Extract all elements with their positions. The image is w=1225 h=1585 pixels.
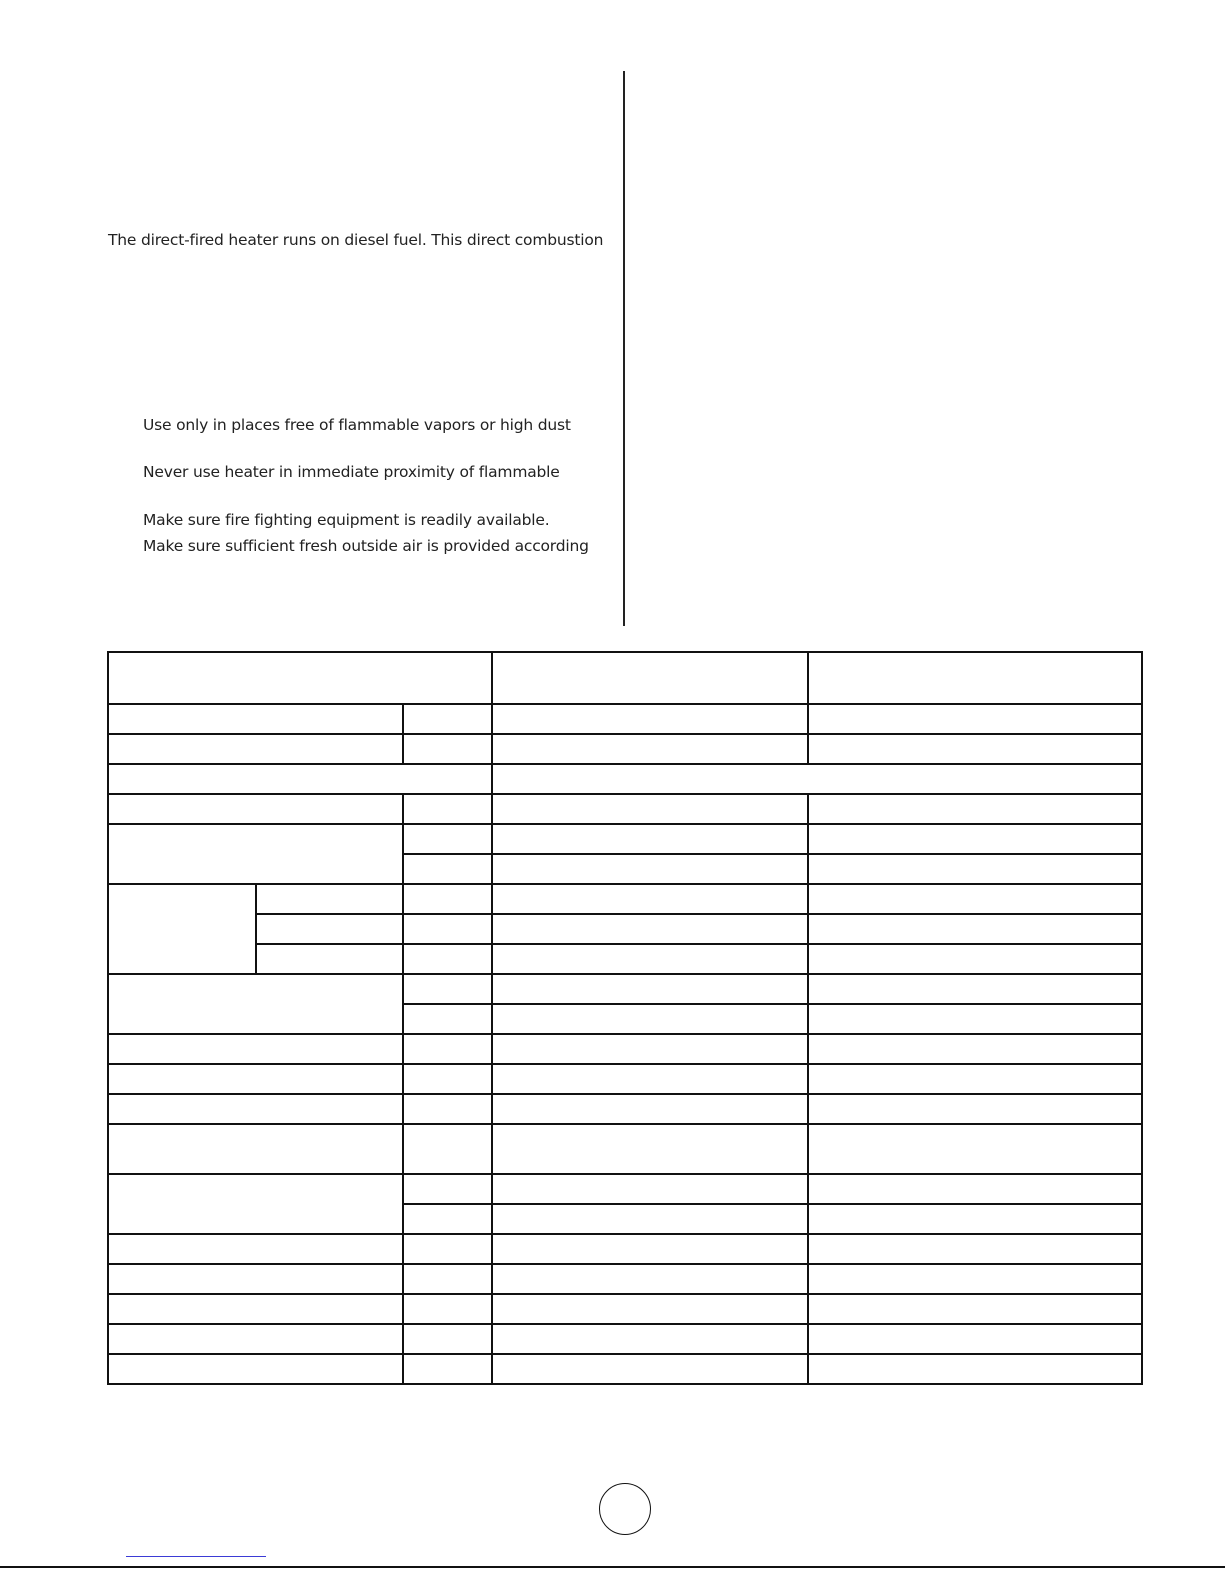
table-cell [492, 944, 808, 974]
table-cell [403, 1324, 492, 1354]
table-cell [403, 1004, 492, 1034]
table-row [108, 914, 1142, 944]
table-row [108, 704, 1142, 734]
table-cell [108, 1094, 403, 1124]
table-row [108, 1264, 1142, 1294]
table-cell [808, 1124, 1142, 1174]
table-cell [403, 884, 492, 914]
table-row [108, 764, 1142, 794]
table-cell [808, 1234, 1142, 1264]
table-cell [808, 1204, 1142, 1234]
table-cell [492, 794, 808, 824]
table-cell [256, 944, 403, 974]
table-cell [808, 854, 1142, 884]
safety-item-1: Use only in places free of flammable vapors or high dust [143, 416, 571, 434]
table-cell [492, 1294, 808, 1324]
table-cell [108, 764, 492, 794]
table-cell [108, 1034, 403, 1064]
table-cell [492, 1354, 808, 1384]
table-cell [808, 1174, 1142, 1204]
table-row [108, 1234, 1142, 1264]
table-cell [403, 854, 492, 884]
table-cell [492, 1034, 808, 1064]
table-cell [808, 1264, 1142, 1294]
table-cell [108, 1234, 403, 1264]
table-cell [492, 1174, 808, 1204]
table-cell [808, 734, 1142, 764]
table-cell [403, 1234, 492, 1264]
table-row [108, 824, 1142, 854]
safety-item-3: Make sure fire fighting equipment is readily available. [143, 511, 550, 529]
table-cell [403, 704, 492, 734]
table-cell [808, 1354, 1142, 1384]
table-cell [108, 1324, 403, 1354]
specifications-table [107, 651, 1143, 1385]
table-row [108, 1034, 1142, 1064]
table-cell [108, 1264, 403, 1294]
table-cell [108, 824, 403, 884]
table-cell [808, 1094, 1142, 1124]
table-row [108, 944, 1142, 974]
table-cell [108, 974, 403, 1034]
table-cell [492, 1064, 808, 1094]
table-cell [808, 944, 1142, 974]
table-cell [808, 1034, 1142, 1064]
table-row [108, 794, 1142, 824]
table-cell [256, 914, 403, 944]
table-cell [108, 1294, 403, 1324]
table-row [108, 974, 1142, 1004]
table-cell [403, 734, 492, 764]
table-cell [108, 704, 403, 734]
table-cell [492, 1004, 808, 1034]
table-cell [808, 652, 1142, 704]
table-cell [492, 824, 808, 854]
table-cell [403, 1174, 492, 1204]
table-cell [403, 794, 492, 824]
table-row [108, 1174, 1142, 1204]
table-cell [403, 1354, 492, 1384]
table-row [108, 1094, 1142, 1124]
table-cell [492, 854, 808, 884]
table-cell [492, 974, 808, 1004]
table-cell [108, 652, 492, 704]
table-cell [403, 974, 492, 1004]
table-cell [403, 1094, 492, 1124]
table-row [108, 1324, 1142, 1354]
table-cell [403, 1264, 492, 1294]
table-row [108, 1124, 1142, 1174]
table-cell [108, 1354, 403, 1384]
table-cell [492, 704, 808, 734]
table-cell [108, 1174, 403, 1234]
table-cell [403, 1124, 492, 1174]
table-cell [403, 1294, 492, 1324]
table-header-row [108, 652, 1142, 704]
table-row [108, 1064, 1142, 1094]
table-cell [808, 794, 1142, 824]
table-cell [492, 884, 808, 914]
table-cell [403, 1064, 492, 1094]
table-cell [808, 824, 1142, 854]
table-cell [492, 1234, 808, 1264]
table-cell [492, 1204, 808, 1234]
table-row [108, 884, 1142, 914]
table-cell [492, 1094, 808, 1124]
table-cell [808, 1294, 1142, 1324]
table-cell [108, 1064, 403, 1094]
table-row [108, 1294, 1142, 1324]
column-divider [623, 71, 625, 626]
table-cell [808, 1324, 1142, 1354]
intro-paragraph: The direct-fired heater runs on diesel fuel. This direct combustion [108, 231, 604, 249]
table-cell [492, 764, 1142, 794]
page-number-circle [599, 1483, 651, 1535]
footer-rule [0, 1566, 1225, 1568]
table-row [108, 1354, 1142, 1384]
table-cell [108, 734, 403, 764]
table-cell [492, 1124, 808, 1174]
table-cell [492, 1324, 808, 1354]
table-cell [492, 914, 808, 944]
table-cell [492, 652, 808, 704]
table-cell [808, 884, 1142, 914]
table-cell [403, 944, 492, 974]
table-cell [808, 914, 1142, 944]
table-cell [403, 1204, 492, 1234]
table-cell [492, 734, 808, 764]
table-cell [403, 824, 492, 854]
footer-link[interactable] [126, 1556, 266, 1557]
table-cell [808, 704, 1142, 734]
table-cell [808, 1064, 1142, 1094]
table-cell [808, 1004, 1142, 1034]
table-cell [403, 914, 492, 944]
table-cell [403, 1034, 492, 1064]
table-cell [808, 974, 1142, 1004]
table-cell [108, 884, 256, 974]
safety-item-4: Make sure sufficient fresh outside air is provided according [143, 537, 589, 555]
table-cell [492, 1264, 808, 1294]
table-cell [256, 884, 403, 914]
safety-item-2: Never use heater in immediate proximity of flammable [143, 463, 560, 481]
table-cell [108, 1124, 403, 1174]
table-cell [108, 794, 403, 824]
table-row [108, 734, 1142, 764]
